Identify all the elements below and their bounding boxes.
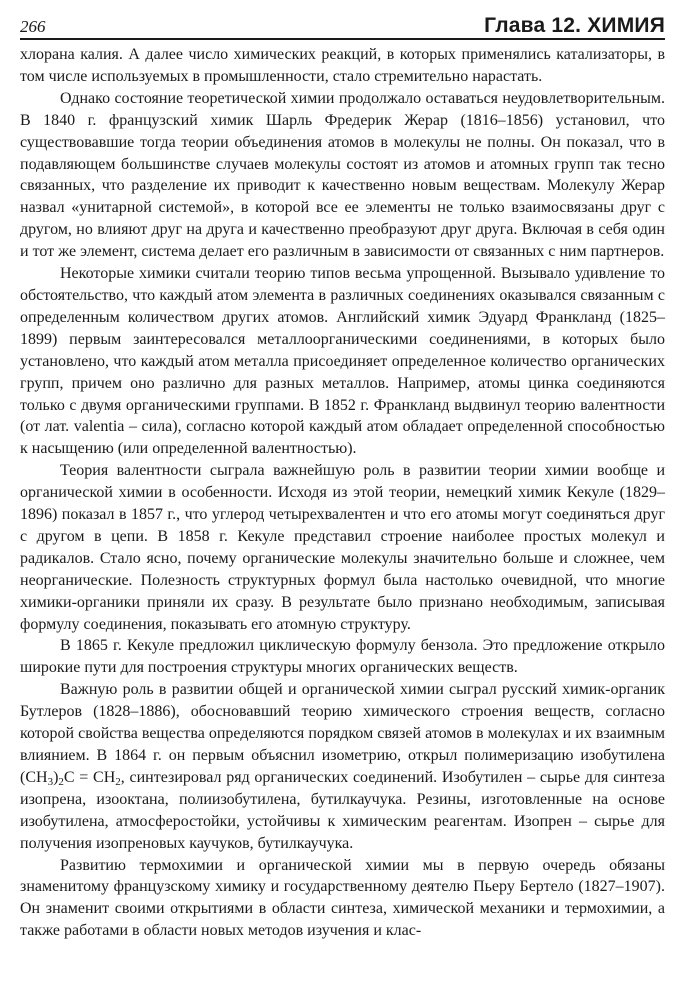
chapter-title: Глава 12. ХИМИЯ bbox=[484, 14, 665, 37]
paragraph-2: Однако состояние теоретической химии продолжало оставаться неудовлетворительным. В 1840 г. французский химик Шарль Фредерик Жерар (1816–1856) установил, что существовавшие тогда теории объединения атомов в молекулы не полны. Он показал, что в подавляющем большинстве случаев молекулы состоят из атомов и атомных групп так тесно связанных, что разделение их приводит к качественно новым веществам. Молекулу Жерар назвал «унитарной системой», в которой все ее элементы не только взаимосвязаны друг с другом, но влияют друг на друга и качественно преобразуют друг друга. Включая в себя один и тот же элемент, система делает его различным в зависимости от связанных с ним партнеров. bbox=[20, 89, 665, 261]
paragraph-3: Некоторые химики считали теорию типов весьма упрощенной. Вызывало удивление то обстоятельство, что каждый атом элемента в различных соединениях оказывался связанным с определенным количеством других атомов. Английский химик Эдуард Франкланд (1825–1899) первым заинтересовался металлоорганическими соединениями, в которых было установлено, что каждый атом металла присоединяет определенное количество органических групп, причем оно различно для разных металлов. Например, атомы цинка соединяются только с двумя органическими группами. В 1852 г. Франкланд выдвинул теорию валентности (от лат. valentia – сила), согласно которой каждый атом обладает определенной способностью к насыщению (или определенной валентностью). bbox=[20, 265, 665, 458]
page-number: 266 bbox=[20, 17, 46, 36]
formula-subscript-2: 2 bbox=[58, 775, 64, 788]
formula-subscript-3: 2 bbox=[115, 775, 121, 788]
page-header bbox=[20, 12, 665, 40]
paragraph-4: Теория валентности сыграла важнейшую роль в развитии теории химии вообще и органической химии в особенности. Исходя из этой теории, немецкий химик Кекуле (1829–1896) показал в 1857 г., что углерод четырехвалентен и что его атомы могут соединяться друг с другом в цепи. В 1858 г. Кекуле представил строение наиболее простых молекул и радикалов. Стало ясно, почему органические молекулы значительно больше и сложнее, чем неорганические. Полезность структурных формул была настолько очевидной, что многие химики-органики приняли их сразу. В результате было признано необходимым, записывая формулу соединения, показывать его атомную структуру. bbox=[20, 462, 665, 633]
paragraph-6 bbox=[20, 679, 665, 854]
body-text bbox=[20, 44, 665, 942]
paragraph-6-text-after: , синтезировал ряд органических соединений. Изобутилен – сырье для синтеза изопрена, изооктана, полиизобутилена, бутилкаучука. Резины, изготовленные на основе изобутилена, атмосферостойки, устойчивы к химическим реагентам. Изопрен – сырье для получения изопреновых каучуков, бутилкаучука. bbox=[20, 768, 666, 852]
paragraph-6-text-middle: ) bbox=[53, 768, 59, 786]
paragraph-6-text-middle-2: C = CH bbox=[63, 768, 116, 786]
paragraph-5: В 1865 г. Кекуле предложил циклическую формулу бензола. Это предложение открыло широкие пути для построения структуры многих органических веществ. bbox=[20, 637, 665, 677]
formula-subscript-1: 3 bbox=[47, 775, 54, 788]
paragraph-6-text-before: Важную роль в развитии общей и органической химии сыграл русский химик-органик Бутлеров (1828–1886), обосновавший теорию химического строения веществ, согласно которой свойства вещества определяются порядком связей атомов в молекулах и их взаимным влиянием. В 1864 г. он первым объяснил изометрию, открыл полимеризацию изобутилена (CH bbox=[20, 681, 665, 786]
paragraph-1: хлорана калия. А далее число химических реакций, в которых применялись катализаторы, в том числе используемых в промышленности, стало стремительно нарастать. bbox=[20, 46, 665, 85]
paragraph-7: Развитию термохимии и органической химии мы в первую очередь обязаны знаменитому французскому химику и государственному деятелю Пьеру Бертело (1827–1907). Он знаменит своими открытиями в области синтеза, химической механики и термохимии, а также работами в области новых методов изучения и клас- bbox=[20, 856, 665, 940]
